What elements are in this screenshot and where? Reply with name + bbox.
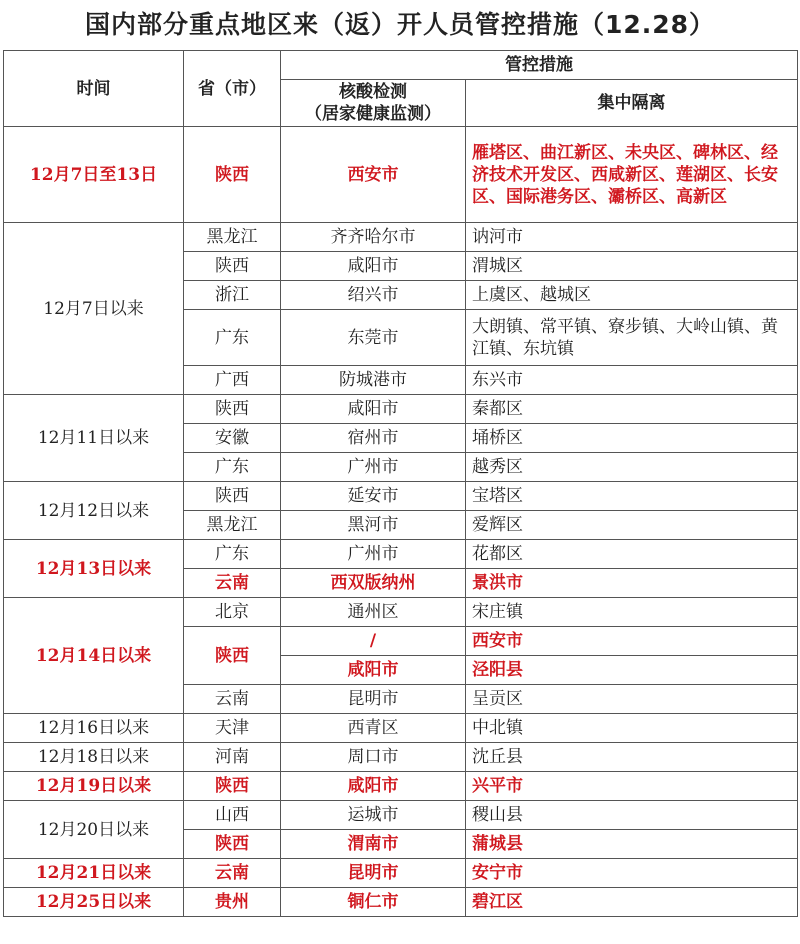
isolation-cell: 宋庄镇: [466, 598, 798, 627]
province-cell: 河南: [184, 743, 281, 772]
province-cell: 黑龙江: [184, 223, 281, 252]
isolation-cell: 西安市: [466, 627, 798, 656]
nucleic-cell: 黑河市: [281, 511, 466, 540]
province-cell: 北京: [184, 598, 281, 627]
nucleic-cell: 昆明市: [281, 859, 466, 888]
nucleic-cell: 西安市: [281, 127, 466, 223]
nucleic-cell: 防城港市: [281, 366, 466, 395]
nucleic-cell: 铜仁市: [281, 888, 466, 917]
control-measures-table: [3, 50, 798, 917]
province-cell: 云南: [184, 569, 281, 598]
time-cell: 12月13日以来: [4, 540, 184, 598]
isolation-cell: 爱辉区: [466, 511, 798, 540]
nucleic-cell: 咸阳市: [281, 772, 466, 801]
province-cell: 陕西: [184, 482, 281, 511]
isolation-cell: 越秀区: [466, 453, 798, 482]
table-row: [4, 801, 798, 830]
isolation-cell: 宝塔区: [466, 482, 798, 511]
time-cell: 12月7日至13日: [4, 127, 184, 223]
page-title: 国内部分重点地区来（返）开人员管控措施（12.28）: [84, 10, 716, 39]
isolation-cell: 蒲城县: [466, 830, 798, 859]
province-cell: 陕西: [184, 252, 281, 281]
province-cell: 广西: [184, 366, 281, 395]
table-row: [4, 859, 798, 888]
province-cell: 陕西: [184, 395, 281, 424]
nucleic-cell: 广州市: [281, 453, 466, 482]
isolation-cell: 呈贡区: [466, 685, 798, 714]
table-row: [4, 598, 798, 627]
province-cell: 陕西: [184, 772, 281, 801]
nucleic-cell: 齐齐哈尔市: [281, 223, 466, 252]
isolation-cell: 埇桥区: [466, 424, 798, 453]
isolation-cell: 景洪市: [466, 569, 798, 598]
nucleic-cell: 昆明市: [281, 685, 466, 714]
nucleic-cell: 绍兴市: [281, 281, 466, 310]
nucleic-cell: 咸阳市: [281, 656, 466, 685]
province-cell: 黑龙江: [184, 511, 281, 540]
table-row: [4, 540, 798, 569]
header-measures: 管控措施: [281, 51, 798, 80]
time-cell: 12月7日以来: [4, 223, 184, 395]
time-cell: 12月21日以来: [4, 859, 184, 888]
isolation-cell: 雁塔区、曲江新区、未央区、碑林区、经济技术开发区、西咸新区、莲湖区、长安区、国际港务区、灞桥区、高新区: [466, 127, 798, 223]
table-row: [4, 127, 798, 223]
time-cell: 12月20日以来: [4, 801, 184, 859]
nucleic-cell: 通州区: [281, 598, 466, 627]
header-nucleic-line2: （居家健康监测）: [305, 104, 441, 124]
table-row: [4, 888, 798, 917]
header-time: 时间: [4, 51, 184, 127]
isolation-cell: 安宁市: [466, 859, 798, 888]
time-cell: 12月12日以来: [4, 482, 184, 540]
isolation-cell: 上虞区、越城区: [466, 281, 798, 310]
time-cell: 12月18日以来: [4, 743, 184, 772]
province-cell: 浙江: [184, 281, 281, 310]
province-cell: 云南: [184, 685, 281, 714]
table-row: [4, 223, 798, 252]
isolation-cell: 兴平市: [466, 772, 798, 801]
nucleic-cell: 延安市: [281, 482, 466, 511]
time-cell: 12月11日以来: [4, 395, 184, 482]
nucleic-cell: 西青区: [281, 714, 466, 743]
nucleic-cell: 西双版纳州: [281, 569, 466, 598]
nucleic-cell: 咸阳市: [281, 252, 466, 281]
isolation-cell: 中北镇: [466, 714, 798, 743]
header-nucleic: [281, 80, 466, 127]
time-cell: 12月25日以来: [4, 888, 184, 917]
isolation-cell: 泾阳县: [466, 656, 798, 685]
isolation-cell: 碧江区: [466, 888, 798, 917]
province-cell: 陕西: [184, 627, 281, 685]
province-cell: 山西: [184, 801, 281, 830]
isolation-cell: 沈丘县: [466, 743, 798, 772]
header-nucleic-line1: 核酸检测: [339, 82, 407, 102]
isolation-cell: 秦都区: [466, 395, 798, 424]
nucleic-cell: 渭南市: [281, 830, 466, 859]
nucleic-cell: /: [281, 627, 466, 656]
nucleic-cell: 广州市: [281, 540, 466, 569]
table-row: [4, 714, 798, 743]
isolation-cell: 大朗镇、常平镇、寮步镇、大岭山镇、黄江镇、东坑镇: [466, 310, 798, 366]
time-cell: 12月19日以来: [4, 772, 184, 801]
nucleic-cell: 东莞市: [281, 310, 466, 366]
header-isolation: 集中隔离: [466, 80, 798, 127]
table-row: [4, 772, 798, 801]
isolation-cell: 花都区: [466, 540, 798, 569]
province-cell: 陕西: [184, 127, 281, 223]
province-cell: 广东: [184, 310, 281, 366]
table-row: [4, 482, 798, 511]
table-row: [4, 395, 798, 424]
province-cell: 陕西: [184, 830, 281, 859]
province-cell: 天津: [184, 714, 281, 743]
province-cell: 广东: [184, 453, 281, 482]
province-cell: 安徽: [184, 424, 281, 453]
nucleic-cell: 宿州市: [281, 424, 466, 453]
isolation-cell: 讷河市: [466, 223, 798, 252]
time-cell: 12月14日以来: [4, 598, 184, 714]
nucleic-cell: 运城市: [281, 801, 466, 830]
province-cell: 贵州: [184, 888, 281, 917]
header-province: 省（市）: [184, 51, 281, 127]
nucleic-cell: 周口市: [281, 743, 466, 772]
isolation-cell: 东兴市: [466, 366, 798, 395]
province-cell: 云南: [184, 859, 281, 888]
table-row: [4, 743, 798, 772]
province-cell: 广东: [184, 540, 281, 569]
isolation-cell: 渭城区: [466, 252, 798, 281]
isolation-cell: 稷山县: [466, 801, 798, 830]
nucleic-cell: 咸阳市: [281, 395, 466, 424]
time-cell: 12月16日以来: [4, 714, 184, 743]
